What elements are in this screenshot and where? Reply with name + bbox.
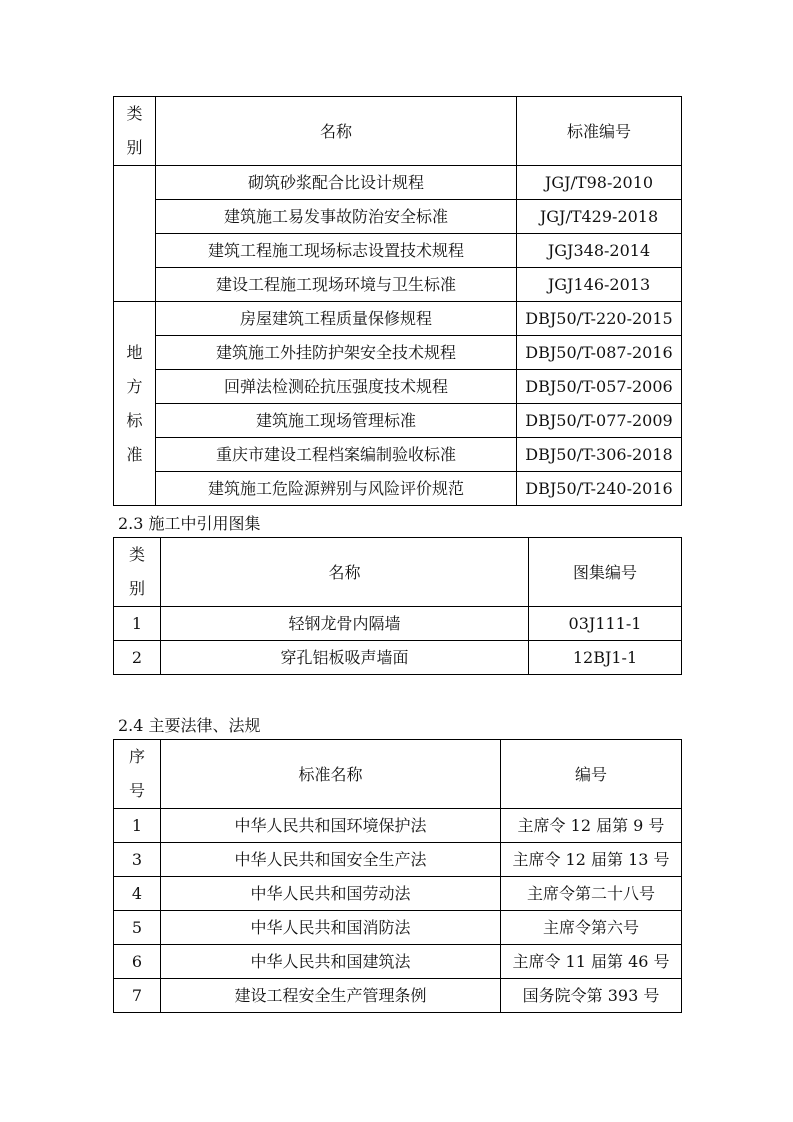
- table-cell-code: DBJ50/T-306-2018: [517, 438, 682, 472]
- header-code: 图集编号: [529, 538, 682, 607]
- table-cell-code: 主席令第六号: [501, 911, 682, 945]
- header-name: 名称: [161, 538, 529, 607]
- table-cell-code: JGJ/T429-2018: [517, 200, 682, 234]
- table-cell-code: DBJ50/T-087-2016: [517, 336, 682, 370]
- table-cell-name: 中华人民共和国建筑法: [161, 945, 501, 979]
- category-cell-empty: [114, 166, 156, 302]
- table-cell-code: 主席令 11 届第 46 号: [501, 945, 682, 979]
- table-cell-name: 中华人民共和国劳动法: [161, 877, 501, 911]
- table-cell-code: 主席令第二十八号: [501, 877, 682, 911]
- table-cell-name: 穿孔铝板吸声墙面: [161, 641, 529, 675]
- table-cell-no: 1: [114, 607, 161, 641]
- table-cell-name: 回弹法检测砼抗压强度技术规程: [156, 370, 517, 404]
- table-cell-name: 建筑施工危险源辨别与风险评价规范: [156, 472, 517, 506]
- table-cell-no: 4: [114, 877, 161, 911]
- category-local-standards: 地 方 标 准: [114, 302, 156, 506]
- section-2-3-title: 2.3 施工中引用图集: [118, 514, 261, 533]
- table-cell-name: 砌筑砂浆配合比设计规程: [156, 166, 517, 200]
- laws-table: [113, 739, 682, 1013]
- table-cell-code: 主席令 12 届第 9 号: [501, 809, 682, 843]
- header-name: 名称: [156, 97, 517, 166]
- table-cell-name: 建筑施工现场管理标准: [156, 404, 517, 438]
- table-cell-code: 国务院令第 393 号: [501, 979, 682, 1013]
- table-cell-code: JGJ/T98-2010: [517, 166, 682, 200]
- table-cell-code: 03J111-1: [529, 607, 682, 641]
- standards-table: [113, 96, 682, 506]
- table-cell-code: DBJ50/T-077-2009: [517, 404, 682, 438]
- table-cell-code: JGJ348-2014: [517, 234, 682, 268]
- header-name: 标准名称: [161, 740, 501, 809]
- table-cell-code: DBJ50/T-220-2015: [517, 302, 682, 336]
- table-cell-name: 重庆市建设工程档案编制验收标准: [156, 438, 517, 472]
- table-cell-name: 轻钢龙骨内隔墙: [161, 607, 529, 641]
- table-cell-no: 6: [114, 945, 161, 979]
- table-cell-name: 建设工程安全生产管理条例: [161, 979, 501, 1013]
- table-cell-name: 建筑施工易发事故防治安全标准: [156, 200, 517, 234]
- header-no: 序 号: [114, 740, 161, 809]
- header-category: 类 别: [114, 97, 156, 166]
- table-cell-no: 1: [114, 809, 161, 843]
- table-cell-no: 5: [114, 911, 161, 945]
- table-cell-code: DBJ50/T-240-2016: [517, 472, 682, 506]
- table-cell-code: DBJ50/T-057-2006: [517, 370, 682, 404]
- table-cell-name: 中华人民共和国消防法: [161, 911, 501, 945]
- table-cell-no: 7: [114, 979, 161, 1013]
- atlas-table: [113, 537, 682, 675]
- table-cell-name: 建筑施工外挂防护架安全技术规程: [156, 336, 517, 370]
- header-code: 编号: [501, 740, 682, 809]
- table-cell-code: 12BJ1-1: [529, 641, 682, 675]
- table-cell-name: 建筑工程施工现场标志设置技术规程: [156, 234, 517, 268]
- table-cell-code: JGJ146-2013: [517, 268, 682, 302]
- header-category: 类 别: [114, 538, 161, 607]
- table-cell-code: 主席令 12 届第 13 号: [501, 843, 682, 877]
- table-cell-name: 房屋建筑工程质量保修规程: [156, 302, 517, 336]
- table-cell-name: 中华人民共和国安全生产法: [161, 843, 501, 877]
- table-cell-no: 2: [114, 641, 161, 675]
- header-code: 标准编号: [517, 97, 682, 166]
- table-cell-no: 3: [114, 843, 161, 877]
- table-cell-name: 建设工程施工现场环境与卫生标准: [156, 268, 517, 302]
- table-cell-name: 中华人民共和国环境保护法: [161, 809, 501, 843]
- section-2-4-title: 2.4 主要法律、法规: [118, 716, 261, 735]
